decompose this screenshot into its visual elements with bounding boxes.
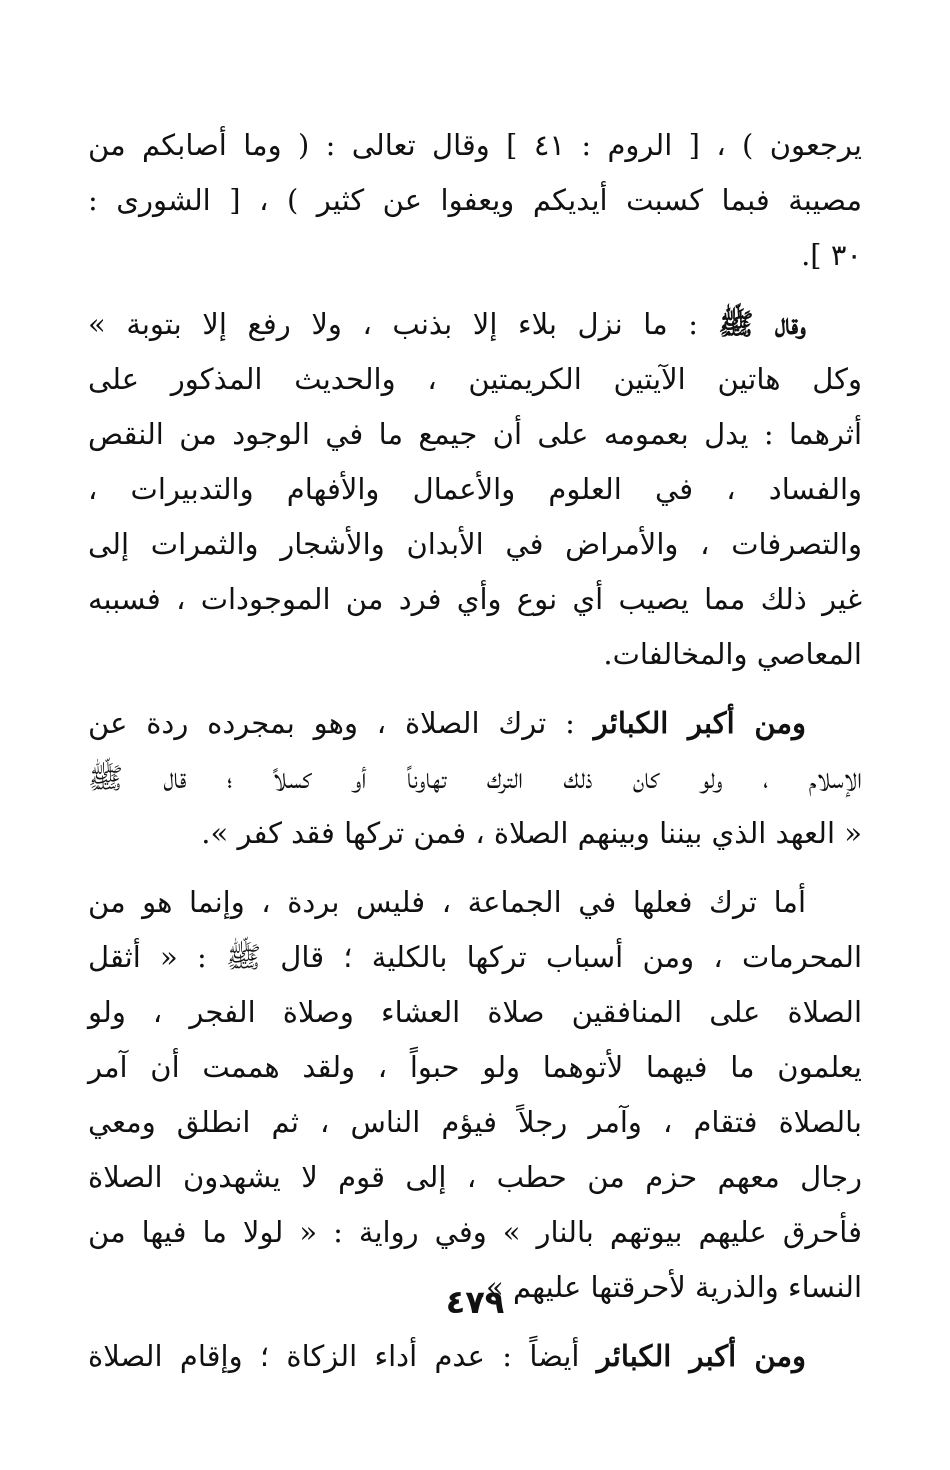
text-line [88,751,862,806]
line-text: النساء والذرية لأحرقتها عليهم ». [476,1270,862,1304]
page-number: ٤٧٩ [445,1283,505,1321]
text-line [88,1150,862,1205]
line-text: أثرهما : يدل بعمومه على أن جيمع ما في الوجود من النقص [88,417,862,451]
paragraph-3 [88,696,862,861]
text-line [88,985,862,1040]
line-text: بالصلاة فتقام ، وآمر رجلاً فيؤم الناس ، ثم انطلق ومعي [88,1105,862,1139]
bold-lead: ومن أكبر الكبائر [596,1339,806,1373]
line-text: : ما نزل بلاء إلا بذنب ، ولا رفع إلا بتوبة » [88,307,719,341]
line-text: : ترك الصلاة ، وهو بمجرده ردة عن [88,706,594,740]
line-text: أما ترك فعلها في الجماعة ، فليس بردة ، وإنما هو من [88,885,806,919]
line-text: غير ذلك مما يصيب أي نوع وأي فرد من الموجودات ، فسببه [88,582,862,616]
paragraph-1 [88,118,862,283]
page-body [88,118,862,1398]
text-line [88,352,862,407]
text-line [88,806,862,861]
line-text: الإسلام ، ولو كان ذلك الترك تهاوناً أو كسلاً ؛ قال ﷺ [88,761,862,795]
line-text: « العهد الذي بيننا وبينهم الصلاة ، فمن تركها فقد كفر ». [201,816,862,850]
text-line [88,696,862,751]
text-line [88,118,862,173]
line-text: مصيبة فبما كسبت أيديكم ويعفوا عن كثير ) ، [ الشورى : [88,183,862,217]
line-text: الصلاة على المنافقين صلاة العشاء وصلاة الفجر ، ولو [88,995,862,1029]
text-line [88,1205,862,1260]
text-line [88,1329,862,1384]
line-text: وكل هاتين الآيتين الكريمتين ، والحديث المذكور على [88,362,862,396]
line-text: فأحرق عليهم بيوتهم بالنار » وفي رواية : « لولا ما فيها من [88,1215,862,1249]
text-line [88,173,862,228]
line-text: أيضاً : عدم أداء الزكاة ؛ وإقام الصلاة [88,1339,597,1373]
paragraph-2 [88,297,862,682]
text-line [88,462,862,517]
text-line [88,407,862,462]
line-text: والفساد ، في العلوم والأعمال والأفهام والتدبيرات ، [88,472,862,506]
bold-lead: وقال ﷺ [718,307,806,341]
text-line [88,517,862,572]
text-line [88,1040,862,1095]
text-line [88,228,862,283]
line-text: ٣٠ ]. [801,238,862,272]
line-text: المعاصي والمخالفات. [603,637,862,671]
text-line [88,627,862,682]
text-line [88,297,862,352]
text-line [88,572,862,627]
line-text: المحرمات ، ومن أسباب تركها بالكلية ؛ قال ﷺ : « أثقل [88,940,862,974]
text-line [88,1095,862,1150]
line-text: يرجعون ) ، [ الروم : ٤١ ] وقال تعالى : ( وما أصابكم من [88,128,862,162]
line-text: والتصرفات ، والأمراض في الأبدان والأشجار والثمرات إلى [88,527,862,561]
line-text: يعلمون ما فيهما لأتوهما ولو حبواً ، ولقد هممت أن آمر [88,1050,862,1084]
paragraph-4 [88,875,862,1315]
bold-lead: ومن أكبر الكبائر [593,706,806,740]
paragraph-5 [88,1329,862,1384]
line-text: رجال معهم حزم من حطب ، إلى قوم لا يشهدون الصلاة [88,1160,862,1194]
text-line [88,875,862,930]
text-line [88,930,862,985]
